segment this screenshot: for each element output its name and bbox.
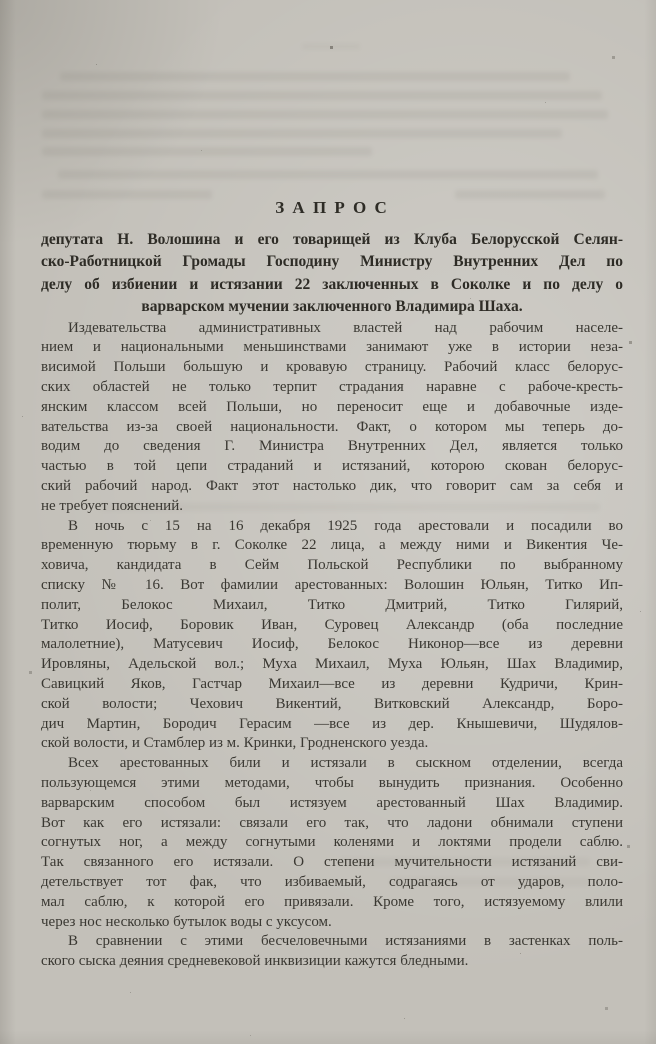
text-line: частью в той цепи страданий и истязаний, которою скован белорус- [41, 458, 623, 475]
document-header [41, 229, 623, 319]
text-line: детельствует тот фак, что избиваемый, содрагаясь от ударов, поло- [41, 873, 623, 890]
bleed-through-line [42, 129, 562, 138]
text-line: висимой Польши большую и кровавую страницу. Рабочий класс белорус- [41, 359, 623, 376]
text-line: депутата Н. Волошина и его товарищей из Клуба Белорусской Селян- [41, 231, 623, 248]
text-line: Савицкий Яков, Гастчар Михаил—все из деревни Кудричи, Крин- [41, 675, 623, 692]
text-line: списку № 16. Вот фамилии арестованных: Волошин Юльян, Титко Ип- [41, 576, 623, 593]
text-line: ской волости; Чехович Викентий, Витковский Александр, Боро- [41, 695, 623, 712]
document-content [41, 197, 623, 972]
bleed-through-line [302, 44, 360, 49]
text-line: мал саблю, к которой его привязали. Кроме того, истязуемому влили [41, 893, 623, 910]
text-line: ховича, кандидата в Сейм Польской Республики по выбранному [41, 557, 623, 574]
bleed-through-line [60, 72, 570, 81]
body-paragraph [41, 319, 623, 517]
text-line: через нос несколько бутылок воды с уксусом. [41, 913, 332, 930]
text-line: Вот как его истязали: связали его так, что ладони обнимали ступени [41, 814, 623, 831]
text-line: Титко Иосиф, Боровик Иван, Суровец Александр (оба последние [41, 616, 623, 633]
body-paragraph [41, 754, 623, 932]
text-line: не требует пояснений. [41, 497, 183, 514]
text-line: согнутых ног, а между согнутыми коленями и локтями продели саблю. [41, 834, 623, 851]
bleed-through-line [58, 170, 598, 179]
body-paragraph [41, 932, 623, 972]
text-line: Издевательства административных властей над рабочим населе- [68, 319, 623, 336]
text-line: янским классом всей Польши, но переносит еще и добавочные изде- [41, 398, 623, 415]
text-line: делу об избиении и истязании 22 заключенных в Соколке и по делу о [41, 275, 623, 293]
text-line: Так связанного его истязали. О степени мучительности истязаний сви- [41, 854, 623, 871]
text-line: В сравнении с этими бесчеловечными истязаниями в застенках поль- [68, 933, 623, 950]
text-line: ского сыска деяния средневековой инквизиции кажутся бледными. [41, 953, 469, 970]
text-line: варварским способом был истязуем арестованный Шах Владимир. [41, 794, 623, 811]
bleed-through-line [42, 110, 608, 119]
text-line: пользующемся этими методами, чтобы вынудить признания. Особенно [41, 774, 623, 791]
text-line: ской волости, и Стамблер из м. Кринки, Гродненского уезда. [41, 735, 429, 752]
text-line: временную тюрьму в г. Соколке 22 лица, а между ними и Викентия Че- [41, 537, 623, 554]
page-title: З А П Р О С [275, 198, 389, 217]
body-paragraph [41, 517, 623, 755]
text-line: водим до сведения Г. Министра Внутренних Дел, является только [41, 438, 623, 455]
text-line: ский рабочий народ. Факт этот настолько дик, что говорит сам за себя и [41, 478, 623, 494]
text-line: малолетние), Матусевич Иосиф, Белокос Никонор—все из деревни [41, 636, 623, 653]
text-line: полит, Белокос Михаил, Титко Дмитрий, Титко Гилярий, [41, 596, 623, 613]
text-line: Ировляны, Адельской вол.; Муха Михаил, Муха Юльян, Шах Владимир, [41, 656, 623, 673]
text-line: вательства из-за своей национальности. Факт, о котором мы теперь до- [41, 418, 623, 435]
text-line: дич Мартин, Бородич Герасим —все из дер. Кнышевичи, Шудялов- [41, 715, 623, 732]
paper-specks [0, 0, 1, 1]
text-line: ских областей не только терпит страдания наравне с рабоче-кресть- [41, 379, 623, 396]
text-line: В ночь с 15 на 16 декабря 1925 года арестовали и посадили во [68, 517, 623, 534]
bleed-through-line [42, 147, 372, 156]
text-line: варварском мучении заключенного Владимира Шаха. [141, 298, 523, 316]
text-line: нием и национальными меньшинствами занимают уже в истории неза- [41, 339, 623, 356]
text-line: ско-Работницкой Громады Господину Министру Внутренних Дел по [41, 253, 623, 271]
bleed-through-line [42, 91, 602, 100]
text-line: Всех арестованных били и истязали в сыскном отделении, всегда [68, 755, 623, 772]
